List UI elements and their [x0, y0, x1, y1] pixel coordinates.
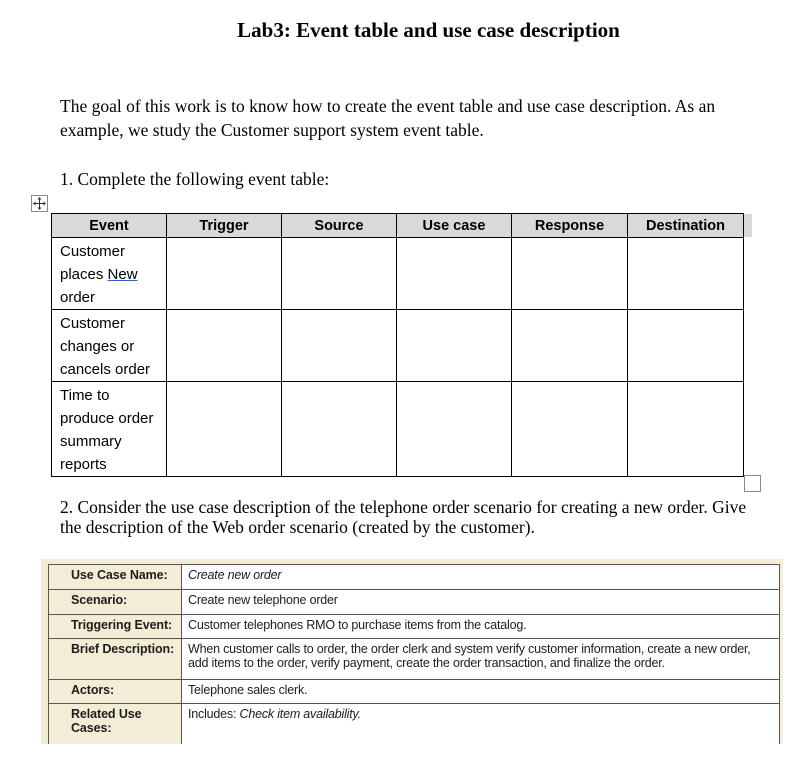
- header-destination: Destination: [628, 214, 744, 238]
- task-2-paragraph: 2. Consider the use case description of the telephone order scenario for creating a new order. Give the description of the Web order scenario (created by the customer).: [60, 497, 747, 537]
- use-case-name-label: Use Case Name:: [49, 565, 182, 590]
- table-row: [49, 565, 780, 590]
- event-table-header-row: [52, 214, 744, 238]
- task-1-heading: 1. Complete the following event table:: [60, 169, 330, 189]
- table-row: [49, 590, 780, 615]
- table-row: [52, 310, 744, 382]
- use-case-table: [48, 564, 780, 744]
- header-event: Event: [52, 214, 167, 238]
- intro-paragraph: The goal of this work is to know how to create the event table and use case description. As an example, we study the Customer support system event table.: [60, 96, 716, 140]
- use-case-figure: [41, 559, 783, 744]
- source-cell[interactable]: [282, 382, 397, 477]
- use-case-name-value: Create new order: [182, 565, 780, 590]
- header-source: Source: [282, 214, 397, 238]
- event-text: Time to produce order summary reports: [60, 387, 154, 473]
- destination-cell[interactable]: [628, 238, 744, 310]
- table-row: [49, 615, 780, 639]
- trigger-cell[interactable]: [167, 238, 282, 310]
- brief-description-label: Brief Description:: [49, 639, 182, 680]
- event-cell[interactable]: [52, 310, 167, 382]
- use-case-cell[interactable]: [397, 238, 512, 310]
- actors-value: Telephone sales clerk.: [182, 680, 780, 704]
- event-cell[interactable]: [52, 382, 167, 477]
- header-use-case: Use case: [397, 214, 512, 238]
- event-text: Customer places: [60, 243, 126, 283]
- event-text: order: [60, 289, 96, 306]
- table-resize-handle[interactable]: [744, 475, 761, 492]
- table-move-handle[interactable]: [31, 195, 48, 212]
- response-cell[interactable]: [512, 310, 628, 382]
- source-cell[interactable]: [282, 310, 397, 382]
- header-shading-extension: [743, 214, 752, 237]
- actors-label: Actors:: [49, 680, 182, 704]
- related-use-cases-label: Related Use Cases:: [49, 704, 182, 745]
- destination-cell[interactable]: [628, 310, 744, 382]
- use-case-cell[interactable]: [397, 382, 512, 477]
- event-text-underlined: New: [107, 266, 138, 283]
- header-trigger: Trigger: [167, 214, 282, 238]
- destination-cell[interactable]: [628, 382, 744, 477]
- trigger-cell[interactable]: [167, 310, 282, 382]
- table-row: [49, 704, 780, 745]
- table-row: [49, 680, 780, 704]
- event-cell[interactable]: [52, 238, 167, 310]
- trigger-cell[interactable]: [167, 382, 282, 477]
- event-text: Customer changes or cancels order: [60, 315, 151, 378]
- related-use-cases-value: [182, 704, 780, 745]
- triggering-event-value: Customer telephones RMO to purchase items from the catalog.: [182, 615, 780, 639]
- document-title: Lab3: Event table and use case description: [237, 18, 620, 42]
- header-response: Response: [512, 214, 628, 238]
- related-prefix: Includes:: [188, 707, 240, 721]
- triggering-event-label: Triggering Event:: [49, 615, 182, 639]
- response-cell[interactable]: [512, 238, 628, 310]
- table-row: [49, 639, 780, 680]
- response-cell[interactable]: [512, 382, 628, 477]
- scenario-value: Create new telephone order: [182, 590, 780, 615]
- related-use-case-link: Check item availability.: [239, 707, 361, 721]
- scenario-label: Scenario:: [49, 590, 182, 615]
- table-row: [52, 382, 744, 477]
- brief-description-value: When customer calls to order, the order clerk and system verify customer information, create a new order, add items to the order, verify payment, create the order transaction, and finalize the order.: [182, 639, 780, 680]
- table-row: [52, 238, 744, 310]
- move-icon: [32, 196, 47, 211]
- source-cell[interactable]: [282, 238, 397, 310]
- use-case-cell[interactable]: [397, 310, 512, 382]
- event-table: [51, 213, 744, 477]
